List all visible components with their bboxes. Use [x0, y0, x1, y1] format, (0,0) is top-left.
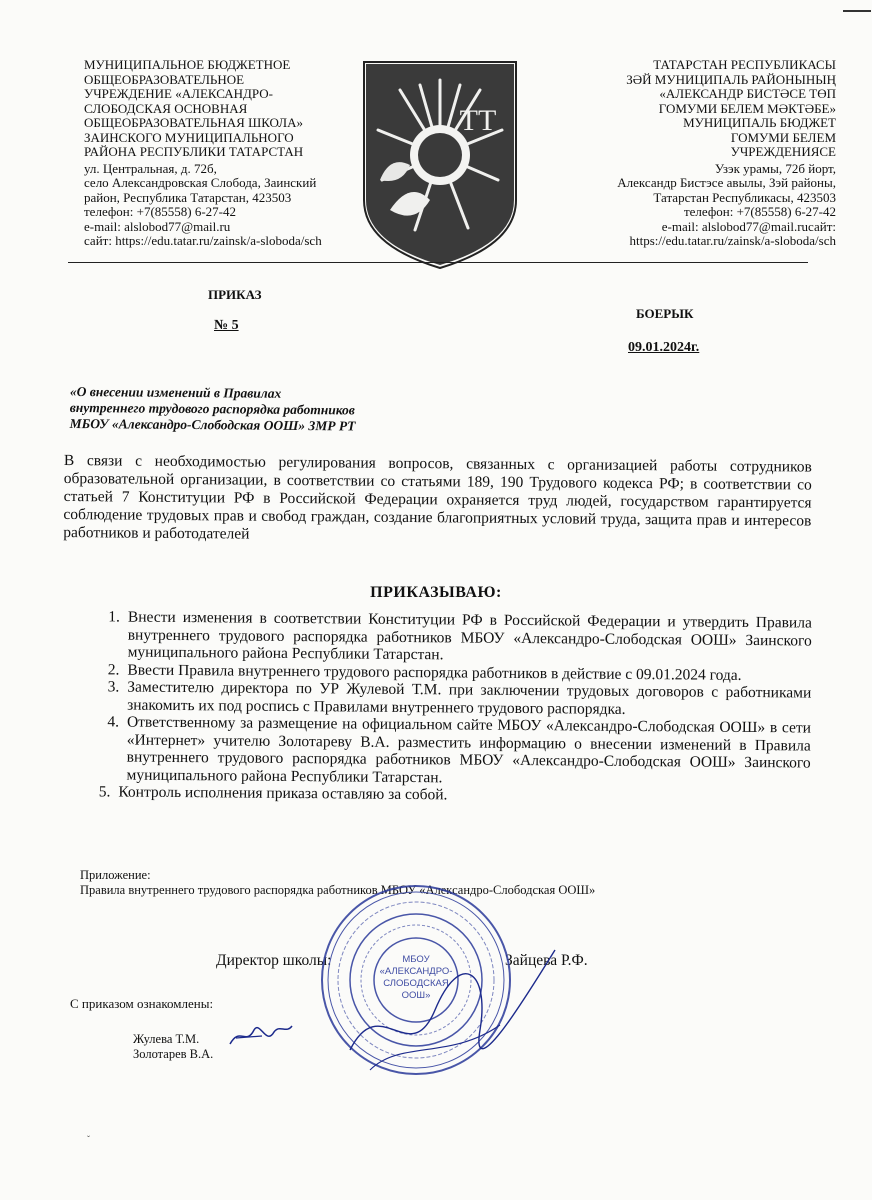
director-name: Зайцева Р.Ф. [505, 952, 588, 969]
text-line: СЛОБОДСКАЯ ОСНОВНАЯ [84, 100, 248, 116]
email-line: e-mail: alslobod77@mail.ru [84, 218, 231, 234]
address-line: ул. Центральная, д. 72б, [84, 160, 217, 176]
text-line: ГОМУМИ БЕЛЕМ МӘКТӘБЕ» [658, 100, 836, 116]
director-signature-icon [340, 930, 560, 1080]
subject-line: «О внесении изменений в Правилах [69, 384, 282, 401]
website-line: https://edu.tatar.ru/zainsk/a-sloboda/sch [629, 233, 836, 248]
list-item [62, 608, 812, 667]
item-number: 1. [108, 608, 120, 626]
email-line: e-mail: alslobod77@mail.ruсайт: [661, 218, 836, 234]
text-line: ЗАИНСКОГО МУНИЦИПАЛЬНОГО [84, 129, 294, 145]
website-line: сайт: https://edu.tatar.ru/zainsk/a-sloboda/sch [84, 233, 322, 248]
attachment-text: Правила внутреннего трудового распорядка работников МБОУ «Александро-Слободская ООШ» [80, 883, 596, 897]
acknowledgement-label: С приказом ознакомлены: [70, 996, 214, 1011]
attachment-label: Приложение: [80, 868, 151, 882]
list-item [60, 713, 811, 790]
address-tt [576, 162, 836, 249]
subject-line: внутреннего трудового распорядка работников [69, 399, 355, 418]
emblem-letters: ТT [459, 104, 497, 137]
address-line: село Александровская Слобода, Заинский [84, 175, 317, 190]
ack-name: Золотарев В.А. [133, 1047, 214, 1061]
text-line: ОБЩЕОБРАЗОВАТЕЛЬНАЯ ШКОЛА» [84, 115, 303, 130]
subject-line: МБОУ «Александро-Слободская ООШ» ЗМР РТ [69, 415, 356, 434]
item-number: 2. [107, 660, 120, 679]
address-line: Узэк урамы, 72б йорт, [714, 160, 836, 176]
address-line: Татарстан Республикасы, 423503 [653, 189, 836, 205]
order-title-tt: БОЕРЫК [636, 306, 694, 321]
item-text: Внести изменения в соответствии Конституции РФ в Российской Федерации и утвердить Правила внутреннего трудового распорядка работников МБОУ «Александро-Слободская ООШ» Заинского муниципального района Республики Татарстан. [127, 608, 812, 664]
margin-mark: ˇ [87, 1134, 90, 1144]
phone-line: телефон: +7(85558) 6-27-42 [683, 204, 836, 219]
text-line: УЧРЕЖДЕНИЕ «АЛЕКСАНДРО- [84, 86, 274, 101]
item-text: Ввести Правила внутреннего трудового распорядка работников в действие с 09.01.2024 года. [127, 661, 742, 684]
address-line: Александр Бистэсе авылы, Зэй районы, [617, 175, 836, 190]
director-role: Директор школы: [216, 952, 332, 969]
header-divider [68, 262, 808, 263]
order-items-list [60, 608, 812, 807]
stamp-line: ООШ» [401, 990, 431, 1001]
item-text: Контроль исполнения приказа оставляю за собой. [118, 783, 448, 804]
order-date: 09.01.2024г. [628, 340, 700, 355]
text-line: «АЛЕКСАНДР БИСТӘСЕ ТӨП [659, 86, 836, 101]
tatarstan-emblem-icon [360, 60, 520, 270]
order-title-ru: ПРИКАЗ [208, 287, 262, 302]
stamp-line: МБОУ [402, 954, 430, 965]
acknowledgement-names [133, 1032, 213, 1062]
item-number: 3. [107, 678, 120, 696]
text-line: МУНИЦИПАЛЬНОЕ БЮДЖЕТНОЕ [84, 57, 291, 72]
text-line: УЧРЕЖДЕНИЯСЕ [730, 144, 836, 159]
text-line: ОБЩЕОБРАЗОВАТЕЛЬНОЕ [84, 71, 245, 87]
institution-name-tt [576, 58, 836, 160]
phone-line: телефон: +7(85558) 6-27-42 [84, 204, 237, 219]
header-right-block [576, 58, 836, 249]
text-line: РАЙОНА РЕСПУБЛИКИ ТАТАРСТАН [84, 144, 304, 159]
preamble-paragraph: В связи с необходимостью регулирования вопросов, связанных с организацией работы сотрудников образовательной организации, в соответствии со статьями 189, 190 Трудового кодекса РФ; в соответствии со статьей 7 Конституции РФ в Российской Федерации охраняется труд людей, государством гарантируется соблюдение трудовых прав и свобод граждан, создание благоприятных условий труда, защита прав и интересов работников и работодателей [63, 452, 812, 543]
order-number: № 5 [214, 318, 239, 333]
text-line: МУНИЦИПАЛЬ БЮДЖЕТ [683, 115, 836, 130]
address-ru [84, 162, 354, 249]
text-line: ГОМУМИ БЕЛЕМ [730, 129, 836, 145]
address-line: район, Республика Татарстан, 423503 [84, 189, 292, 205]
institution-name-ru [84, 58, 354, 160]
employee-signature-icon [226, 1016, 296, 1056]
order-heading: ПРИКАЗЫВАЮ: [370, 584, 502, 601]
ack-name: Жулева Т.М. [133, 1032, 200, 1046]
order-subject [70, 384, 490, 436]
item-text: Ответственному за размещение на официальном сайте МБОУ «Александро-Слободская ООШ» в сети «Интернет» учителю Золотареву В.А. разместить информацию о внесении изменений в Правила внутреннего трудового распорядка работников МБОУ «Александро-Слободская ООШ» Заинского муниципального района Республики Татарстан. [126, 713, 812, 786]
text-line: ТАТАРСТАН РЕСПУБЛИКАСЫ [653, 57, 836, 72]
stamp-line: «АЛЕКСАНДРО- [379, 966, 453, 977]
scan-corner-mark [843, 0, 871, 12]
text-line: ЗӘЙ МУНИЦИПАЛЬ РАЙОНЫНЫҢ [626, 71, 836, 87]
item-text: Заместителю директора по УР Жулевой Т.М. при заключении трудовых договоров с работниками знакомить их под роспись с Правилами внутреннего трудового распорядка. [127, 678, 812, 718]
item-number: 4. [107, 713, 120, 731]
item-number: 5. [98, 783, 111, 801]
stamp-line: СЛОБОДСКАЯ [383, 978, 449, 989]
header-left-block [84, 58, 354, 249]
